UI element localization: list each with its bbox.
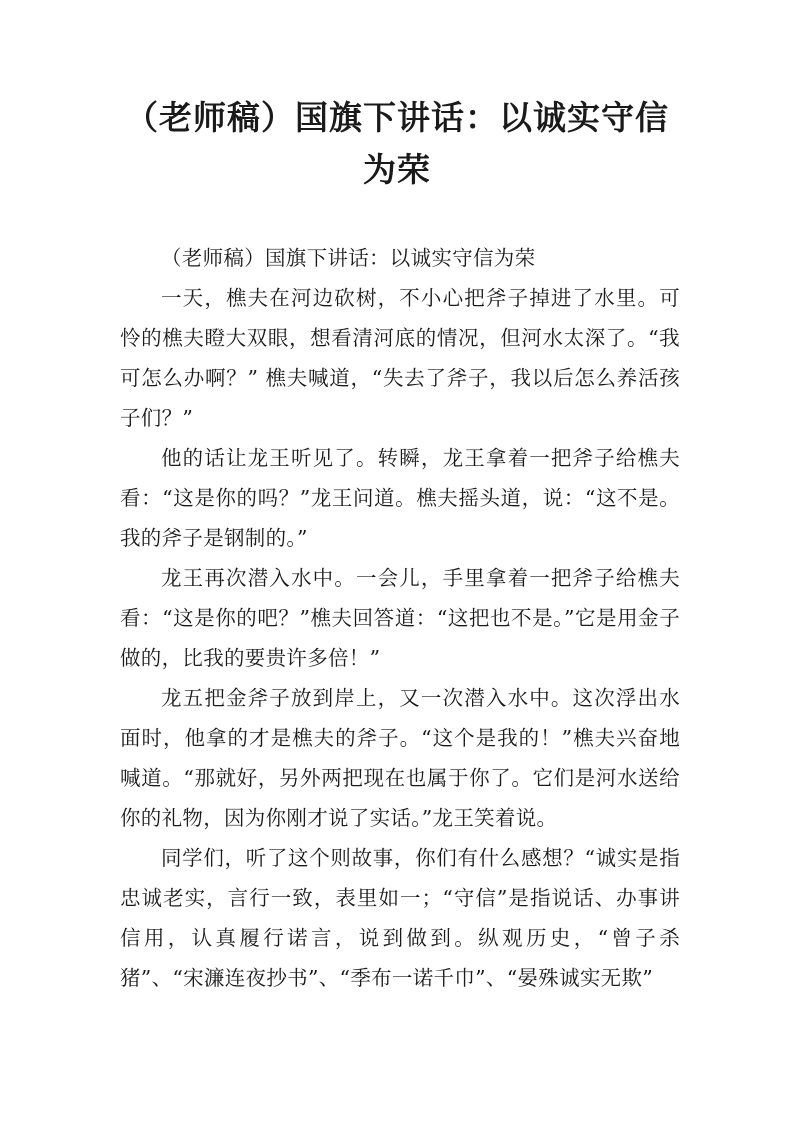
reflection-paragraph: 同学们，听了这个则故事，你们有什么感想？“诚实是指忠诚老实，言行一致，表里如一；“守信”是指说话、办事讲信用，认真履行诺言，说到做到。纵观历史，“曾子杀猪”、“宋濂连夜抄书”、“季布一诺千巾”、“晏殊诚实无欺” <box>120 846 680 990</box>
story-paragraph-1: 一天，樵夫在河边砍树，不小心把斧子掉进了水里。可怜的樵夫瞪大双眼，想看清河底的情况，但河水太深了。“我可怎么办啊？” 樵夫喊道，“失去了斧子，我以后怎么养活孩子们？” <box>120 286 680 430</box>
subtitle-paragraph: （老师稿）国旗下讲话：以诚实守信为荣 <box>161 246 536 270</box>
document-body <box>120 238 680 998</box>
document-title: （老师稿）国旗下讲话：以诚实守信为荣 <box>125 98 669 189</box>
story-paragraph-2: 他的话让龙王听见了。转瞬，龙王拿着一把斧子给樵夫看：“这是你的吗？”龙王问道。樵夫摇头道，说：“这不是。我的斧子是钢制的。” <box>120 446 680 550</box>
story-paragraph-3: 龙王再次潜入水中。一会儿，手里拿着一把斧子给樵夫看：“这是你的吧？”樵夫回答道：“这把也不是。”它是用金子做的，比我的要贵许多倍！” <box>120 566 680 670</box>
story-paragraph-4: 龙五把金斧子放到岸上，又一次潜入水中。这次浮出水面时，他拿的才是樵夫的斧子。“这个是我的！”樵夫兴奋地喊道。“那就好，另外两把现在也属于你了。它们是河水送给你的礼物，因为你刚才说了实话。”龙王笑着说。 <box>120 686 680 830</box>
